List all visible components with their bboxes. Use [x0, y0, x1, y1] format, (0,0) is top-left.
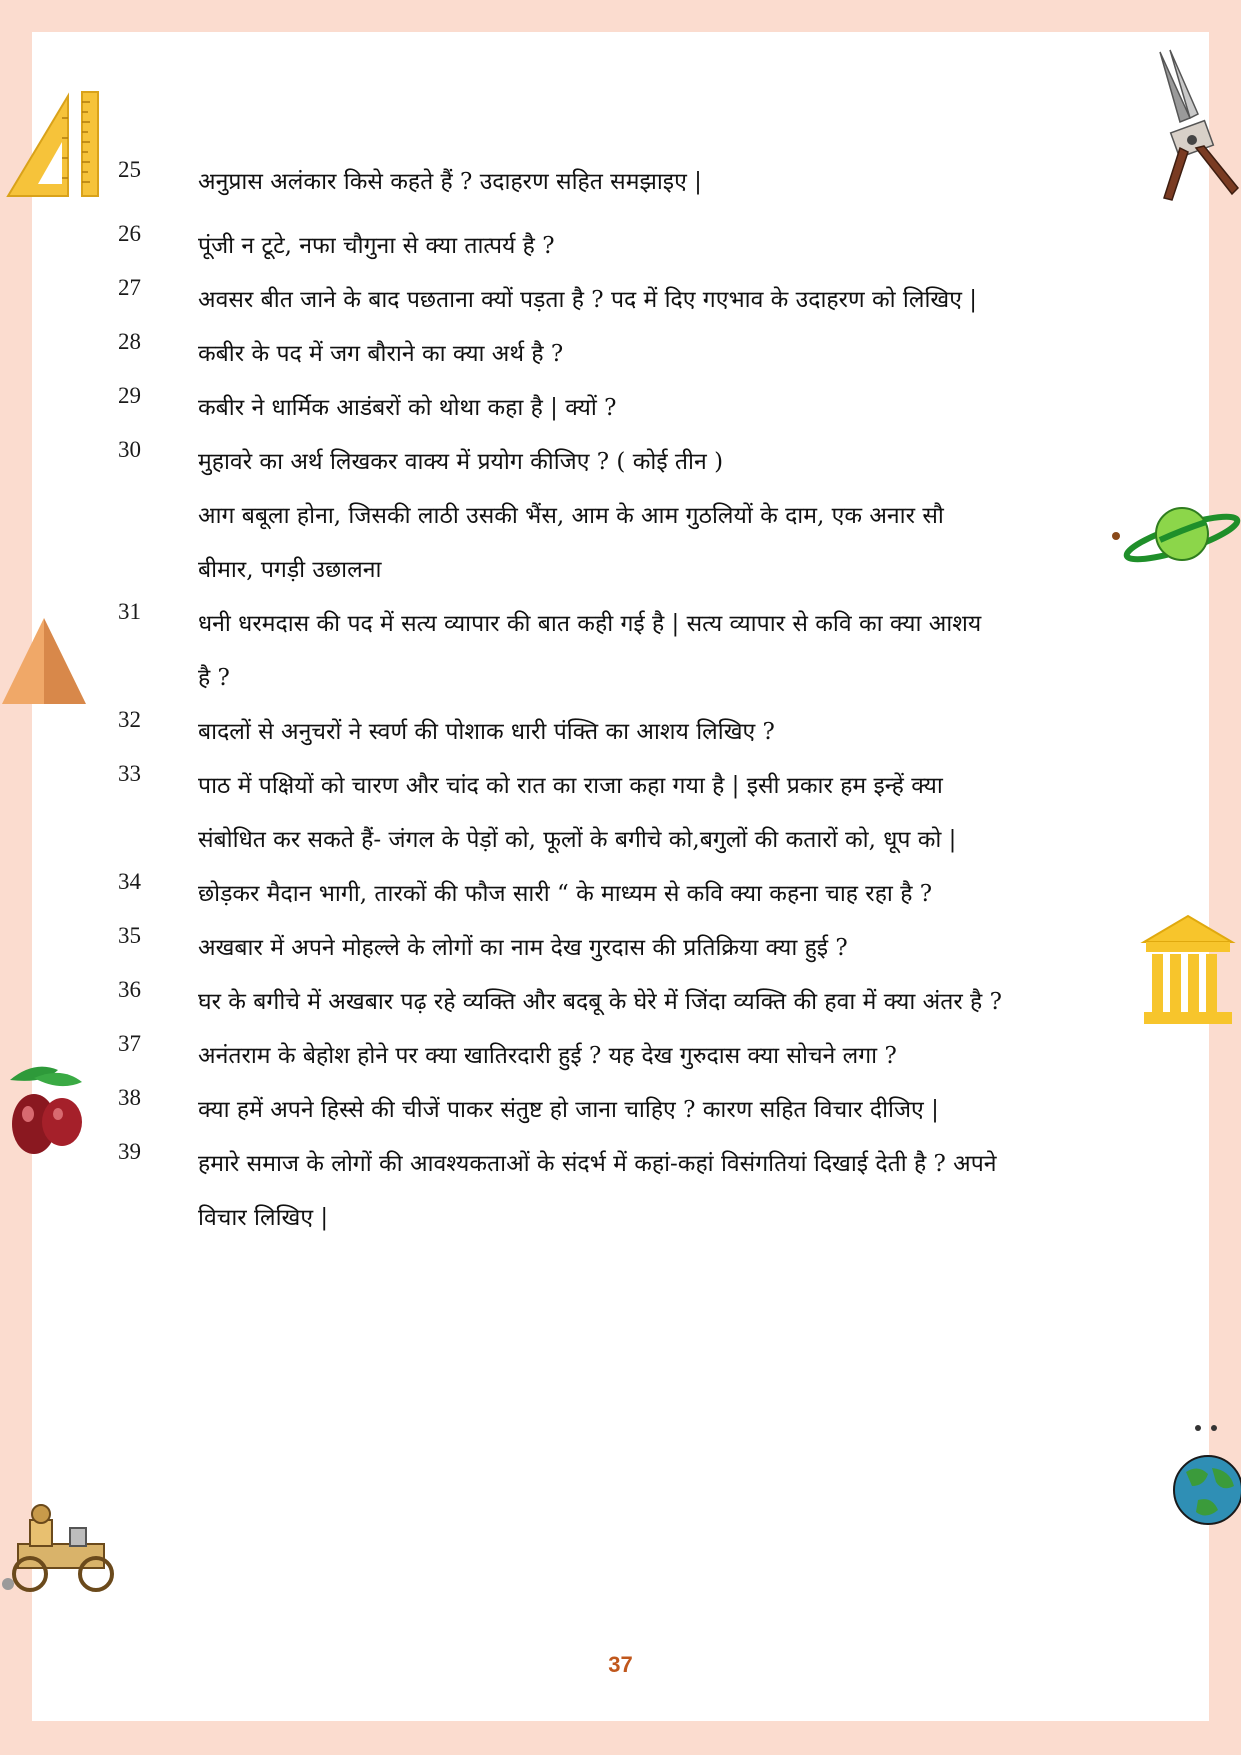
question-text	[198, 1083, 1138, 1137]
set-square-ruler-icon	[4, 88, 104, 200]
question-line: विचार लिखिए |	[198, 1205, 329, 1231]
question-text	[198, 975, 1138, 1029]
question-line: हमारे समाज के लोगों की आवश्यकताओं के संदर्भ में कहां-कहां विसंगतियां दिखाई देती है ? अपने	[198, 1151, 997, 1177]
question-item	[118, 597, 1138, 705]
question-line: आग बबूला होना, जिसकी लाठी उसकी भैंस, आम के आम गुठलियों के दाम, एक अनार सौ	[198, 503, 944, 529]
question-line: अवसर बीत जाने के बाद पछताना क्यों पड़ता है ? पद में दिए गएभाव के उदाहरण को लिखिए |	[198, 287, 978, 313]
question-number: 37	[118, 1031, 141, 1056]
question-line: है ?	[198, 665, 230, 691]
question-text	[198, 759, 1138, 867]
question-number: 32	[118, 707, 141, 732]
question-line: पाठ में पक्षियों को चारण और चांद को रात का राजा कहा गया है | इसी प्रकार हम इन्हें क्या	[198, 773, 943, 799]
steam-car-icon	[0, 1500, 128, 1600]
question-line: कबीर के पद में जग बौराने का क्या अर्थ है ?	[198, 341, 564, 367]
question-line: बादलों से अनुचरों ने स्वर्ण की पोशाक धारी पंक्ति का आशय लिखिए ?	[198, 719, 775, 745]
question-number: 39	[118, 1139, 141, 1164]
question-line: मुहावरे का अर्थ लिखकर वाक्य में प्रयोग कीजिए ? ( कोई तीन )	[198, 449, 724, 475]
question-item	[118, 1083, 1138, 1137]
pliers-icon	[1150, 48, 1240, 204]
question-number: 30	[118, 437, 141, 462]
question-item	[118, 327, 1138, 381]
question-number: 29	[118, 383, 141, 408]
question-line: अनंतराम के बेहोश होने पर क्या खातिरदारी हुई ? यह देख गुरुदास क्या सोचने लगा ?	[198, 1043, 897, 1069]
question-text	[198, 381, 1138, 435]
question-number: 33	[118, 761, 141, 786]
question-line: अनुप्रास अलंकार किसे कहते हैं ? उदाहरण सहित समझाइए |	[198, 169, 702, 195]
question-text	[198, 1137, 1138, 1245]
question-item	[118, 975, 1138, 1029]
question-text	[198, 1029, 1138, 1083]
question-text	[198, 155, 1138, 209]
question-item	[118, 273, 1138, 327]
question-line: क्या हमें अपने हिस्से की चीजें पाकर संतुष्ट हो जाना चाहिए ? कारण सहित विचार दीजिए |	[198, 1097, 939, 1123]
earth-globe-icon	[1168, 1420, 1241, 1528]
question-line: छोड़कर मैदान भागी, तारकों की फौज सारी “ के माध्यम से कवि क्या कहना चाह रहा है ?	[198, 881, 933, 907]
question-text	[198, 435, 1138, 597]
question-text	[198, 273, 1138, 327]
question-item	[118, 759, 1138, 867]
question-list	[118, 155, 1138, 1245]
question-text	[198, 327, 1138, 381]
question-text	[198, 705, 1138, 759]
question-number: 27	[118, 275, 141, 300]
question-number: 35	[118, 923, 141, 948]
question-item	[118, 155, 1138, 209]
question-line: घर के बगीचे में अखबार पढ़ रहे व्यक्ति और बदबू के घेरे में जिंदा व्यक्ति की हवा में क्या अंतर है ?	[198, 989, 1002, 1015]
question-item	[118, 867, 1138, 921]
question-text	[198, 867, 1138, 921]
question-text	[198, 597, 1138, 705]
question-item	[118, 705, 1138, 759]
question-number: 26	[118, 221, 141, 246]
question-number: 36	[118, 977, 141, 1002]
question-item	[118, 381, 1138, 435]
beans-icon	[4, 1060, 90, 1168]
pyramid-icon	[0, 616, 88, 706]
question-line: कबीर ने धार्मिक आडंबरों को थोथा कहा है | क्यों ?	[198, 395, 617, 421]
question-number: 31	[118, 599, 141, 624]
question-line: धनी धरमदास की पद में सत्य व्यापार की बात कही गई है | सत्य व्यापार से कवि का क्या आशय	[198, 611, 982, 637]
question-line: पूंजी न टूटे, नफा चौगुना से क्या तात्पर्य है ?	[198, 233, 555, 259]
question-item	[118, 219, 1138, 273]
question-number: 25	[118, 157, 141, 182]
page-number: 37	[608, 1652, 633, 1677]
question-number: 38	[118, 1085, 141, 1110]
question-line: संबोधित कर सकते हैं- जंगल के पेड़ों को, फूलों के बगीचे को,बगुलों की कतारों को, धूप को |	[198, 827, 957, 853]
question-item	[118, 435, 1138, 597]
question-line: बीमार, पगड़ी उछालना	[198, 557, 382, 583]
question-item	[118, 1029, 1138, 1083]
question-number: 34	[118, 869, 141, 894]
question-number: 28	[118, 329, 141, 354]
question-item	[118, 1137, 1138, 1245]
question-text	[198, 219, 1138, 273]
greek-temple-icon	[1140, 912, 1236, 1028]
question-line: अखबार में अपने मोहल्ले के लोगों का नाम देख गुरदास की प्रतिक्रिया क्या हुई ?	[198, 935, 848, 961]
question-text	[198, 921, 1138, 975]
question-item	[118, 921, 1138, 975]
